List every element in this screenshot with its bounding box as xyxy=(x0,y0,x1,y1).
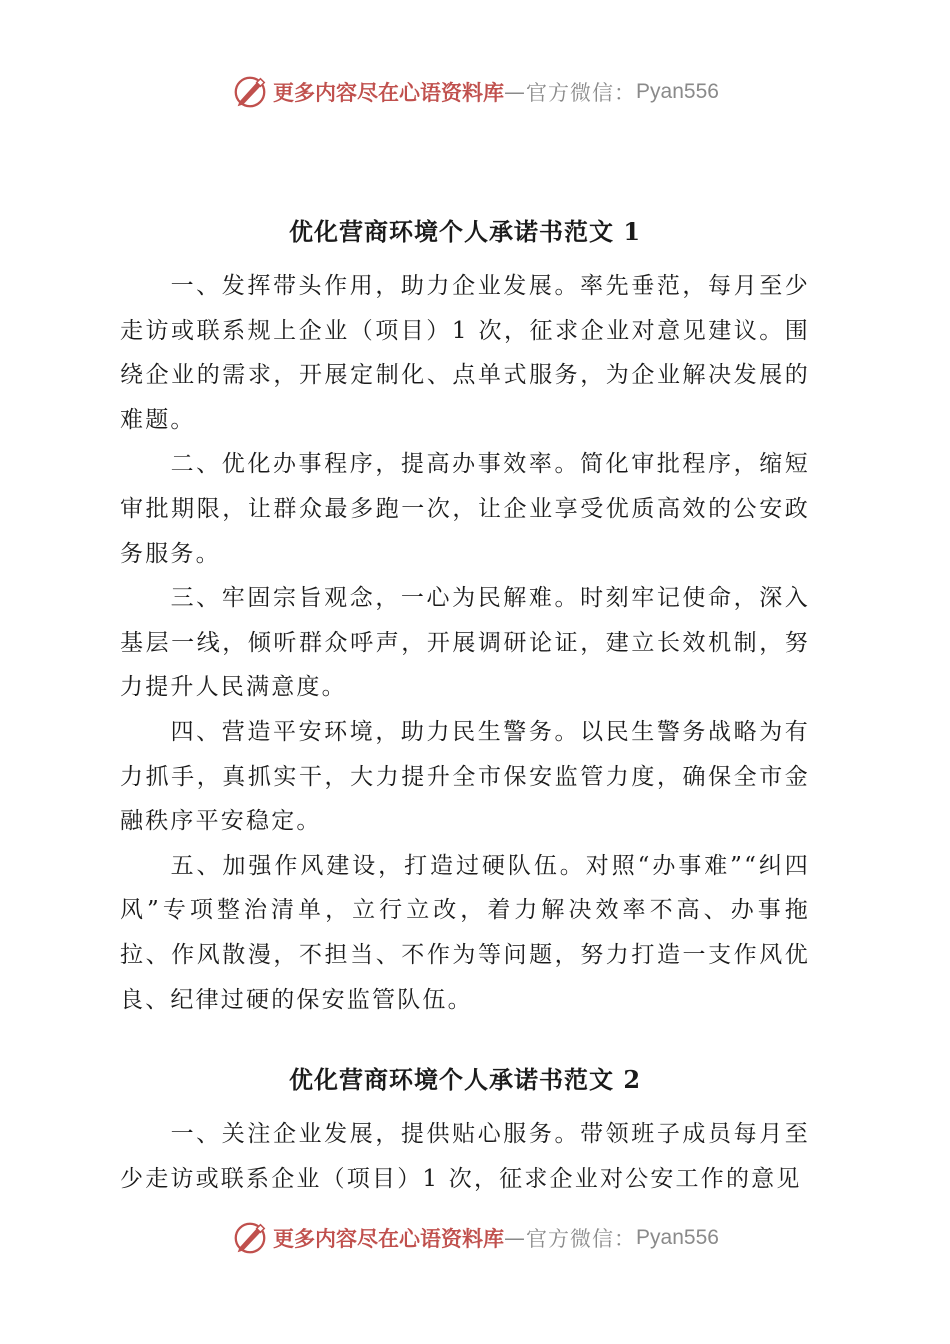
section2-paragraph-1: 一、关注企业发展，提供贴心服务。带领班子成员每月至少走访或联系企业（项目）1 次，征求企业对公安工作的意见 xyxy=(120,1121,810,1192)
banner-gray-text: 官方微信： xyxy=(526,81,637,105)
banner-gray-text: 官方微信： xyxy=(526,1227,637,1251)
header-banner xyxy=(0,70,950,114)
document-body xyxy=(120,210,810,1201)
banner-wechat-id: Pyan556 xyxy=(636,1226,719,1249)
banner-wechat-id: Pyan556 xyxy=(636,80,719,103)
section1-paragraph-5: 五、加强作风建设，打造过硬队伍。对照“办事难”“纠四风”专项整治清单，立行立改，着力解决效率不高、办事拖拉、作风散漫，不担当、不作为等问题，努力打造一支作风优良、纪律过硬的保安监管队伍。 xyxy=(120,852,810,1013)
section1-paragraph-4: 四、营造平安环境，助力民生警务。以民生警务战略为有力抓手，真抓实干，大力提升全市保安监管力度，确保全市金融秩序平安稳定。 xyxy=(120,718,810,835)
footer-banner xyxy=(0,1216,950,1260)
section1-paragraph-3: 三、牢固宗旨观念，一心为民解难。时刻牢记使命，深入基层一线，倾听群众呼声，开展调研论证，建立长效机制，努力提升人民满意度。 xyxy=(120,585,810,701)
banner-red-text: 更多内容尽在心语资料库 xyxy=(273,80,505,105)
section1-paragraph-1: 一、发挥带头作用，助力企业发展。率先垂范，每月至少走访或联系规上企业（项目）1 次，征求企业对意见建议。围绕企业的需求，开展定制化、点单式服务，为企业解决发展的难题。 xyxy=(120,273,810,433)
pen-logo-icon xyxy=(231,1219,269,1257)
banner-dash: — xyxy=(504,80,527,104)
section2-title: 优化营商环境个人承诺书范文 2 xyxy=(288,1065,642,1095)
banner-dash: — xyxy=(504,1226,527,1250)
banner-red-text: 更多内容尽在心语资料库 xyxy=(273,1226,505,1251)
section1-title: 优化营商环境个人承诺书范文 1 xyxy=(288,217,642,246)
section1-paragraph-2: 二、优化办事程序，提高办事效率。简化审批程序，缩短审批期限，让群众最多跑一次，让企业享受优质高效的公安政务服务。 xyxy=(120,451,810,567)
pen-logo-icon xyxy=(231,73,269,111)
